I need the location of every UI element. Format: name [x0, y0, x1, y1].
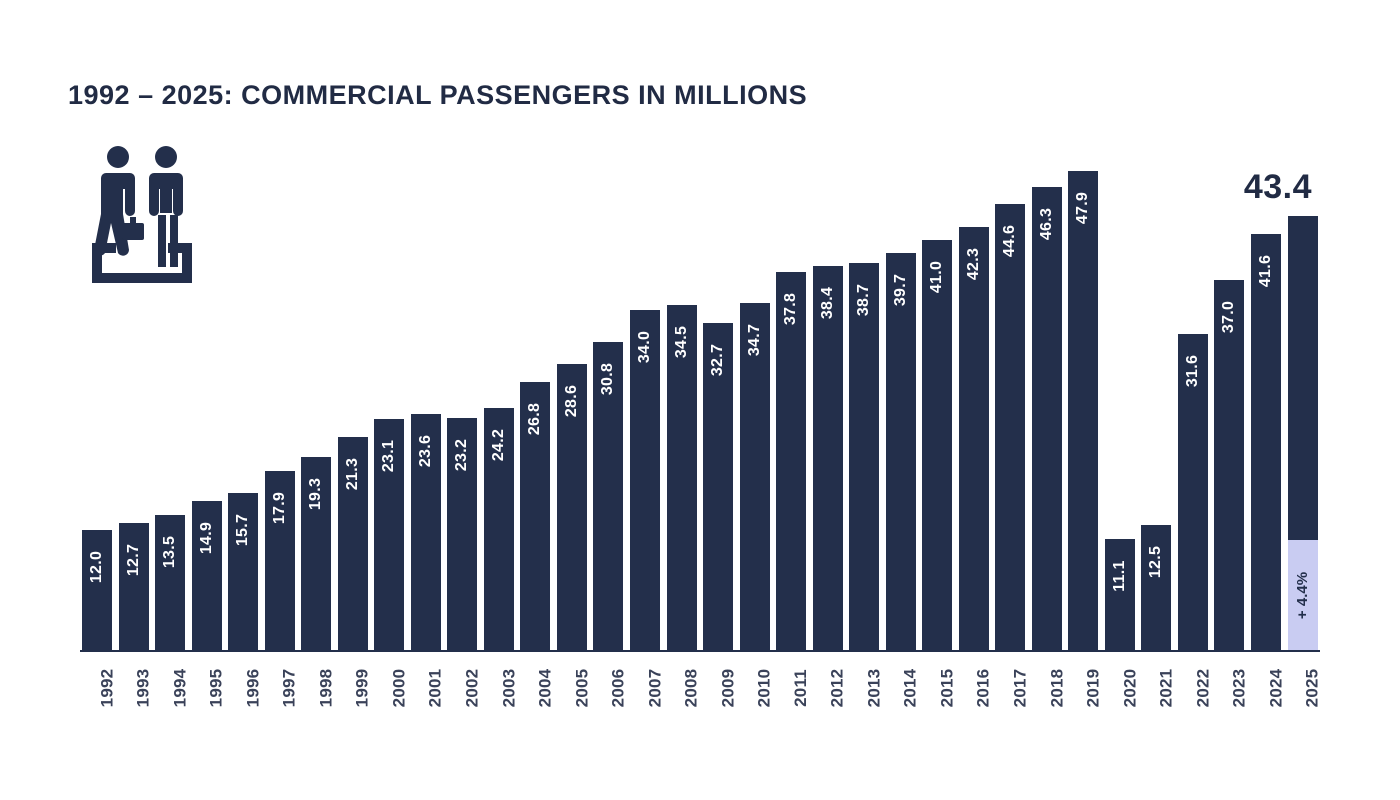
bar-slot — [80, 150, 114, 650]
bar[interactable] — [593, 342, 623, 650]
bar-value-label: 37.0 — [1220, 300, 1238, 334]
x-axis-tick-label: 2020 — [1119, 668, 1139, 708]
bar[interactable] — [1288, 216, 1318, 650]
x-axis-tick-label: 1992 — [97, 668, 116, 708]
x-label-slot — [226, 656, 263, 708]
x-label-slot — [1286, 656, 1320, 708]
x-axis-tick-label: 2013 — [864, 668, 884, 708]
bar[interactable] — [265, 471, 295, 650]
bar-value-label: 28.6 — [562, 384, 580, 418]
bar-slot — [811, 150, 845, 650]
bar-slot — [993, 150, 1027, 650]
bar[interactable] — [1068, 171, 1098, 650]
bar-slot — [372, 150, 406, 650]
x-axis-tick-label: 1999 — [352, 668, 372, 708]
bar-slot — [628, 150, 662, 650]
bar-slot — [409, 150, 443, 650]
bar-value-label: 37.8 — [782, 292, 800, 326]
x-label-slot — [190, 656, 224, 708]
x-label-slot — [117, 656, 151, 708]
bar[interactable] — [1105, 539, 1135, 650]
bar[interactable] — [374, 419, 404, 650]
bar-value-label: 31.6 — [1183, 354, 1201, 388]
x-axis-labels — [80, 656, 1320, 708]
x-label-slot — [738, 656, 772, 708]
x-axis-tick-label: 2016 — [973, 668, 993, 708]
bar-value-label: 24.2 — [489, 428, 507, 462]
bar[interactable] — [520, 382, 550, 650]
bar-value-label: 34.5 — [672, 325, 690, 359]
bar-value-label: 12.5 — [1147, 545, 1165, 579]
x-label-slot — [1139, 656, 1176, 708]
bar-slot — [591, 150, 625, 650]
x-axis-tick-label: 2002 — [462, 668, 482, 708]
bar-slot — [555, 150, 589, 650]
bar[interactable] — [959, 227, 989, 650]
x-axis-tick-label: 2019 — [1083, 668, 1103, 708]
x-axis-tick-label: 2024 — [1266, 668, 1285, 708]
bar[interactable] — [557, 364, 587, 650]
bar-slot — [190, 150, 224, 650]
x-axis-tick-label: 2011 — [791, 669, 811, 707]
x-axis-tick-label: 2007 — [644, 668, 664, 708]
bar[interactable] — [776, 272, 806, 650]
x-label-slot — [409, 656, 443, 708]
bar-slot — [957, 150, 991, 650]
bar[interactable] — [447, 418, 477, 650]
bar[interactable] — [667, 305, 697, 650]
x-label-slot — [372, 656, 409, 708]
highlight-value: 43.4 — [1243, 168, 1312, 206]
bar-slot — [738, 150, 772, 650]
bar-slot — [701, 150, 735, 650]
bar-value-label: 34.0 — [635, 330, 653, 364]
bar-slot — [445, 150, 479, 650]
bar-slot — [1286, 150, 1320, 650]
bar-slot — [153, 150, 187, 650]
x-axis-tick-label: 2012 — [827, 668, 847, 708]
bar-slot — [1103, 150, 1137, 650]
x-axis-tick-label: 2023 — [1229, 668, 1249, 708]
x-label-slot — [811, 656, 845, 708]
bar-value-label: 39.7 — [891, 273, 909, 307]
x-label-slot — [1066, 656, 1103, 708]
bar-slot — [847, 150, 881, 650]
x-label-slot — [665, 656, 699, 708]
x-label-slot — [847, 656, 884, 708]
bar[interactable] — [119, 523, 149, 650]
bar-slot — [1176, 150, 1210, 650]
x-label-slot — [518, 656, 555, 708]
x-label-slot — [701, 656, 738, 708]
x-label-slot — [1212, 656, 1249, 708]
bar-slot — [1249, 150, 1283, 650]
x-label-slot — [336, 656, 370, 708]
x-label-slot — [299, 656, 336, 708]
x-axis-tick-label: 2006 — [608, 668, 628, 708]
x-label-slot — [263, 656, 297, 708]
x-axis-tick-label: 1997 — [279, 668, 299, 708]
bar[interactable] — [338, 437, 368, 650]
bar-value-label: 41.6 — [1257, 254, 1274, 288]
x-label-slot — [1030, 656, 1064, 708]
x-label-slot — [884, 656, 918, 708]
x-label-slot — [591, 656, 628, 708]
x-label-slot — [482, 656, 516, 708]
bar-value-label: 26.8 — [526, 402, 544, 436]
bar-series — [80, 150, 1320, 650]
bar-value-label: 41.0 — [928, 260, 946, 294]
growth-badge — [1288, 540, 1318, 650]
x-label-slot — [920, 656, 957, 708]
x-axis-tick-label: 2004 — [535, 668, 555, 708]
x-label-slot — [1103, 656, 1137, 708]
x-axis-tick-label: 2005 — [571, 668, 591, 708]
x-axis-tick-label: 2003 — [498, 668, 518, 708]
x-axis-line — [80, 650, 1320, 652]
page-title: 1992 – 2025: COMMERCIAL PASSENGERS IN MILLIONS — [68, 80, 808, 110]
bar[interactable] — [411, 414, 441, 650]
bar[interactable] — [301, 457, 331, 650]
x-axis-tick-label: 1998 — [316, 668, 336, 708]
chart-plot-area — [80, 150, 1320, 650]
bar-slot — [117, 150, 151, 650]
bar-value-label: 19.3 — [307, 477, 325, 511]
x-label-slot — [628, 656, 662, 708]
bar-slot — [1212, 150, 1246, 650]
bar-value-label: 23.1 — [380, 439, 398, 473]
bar-value-label: 47.9 — [1074, 191, 1092, 225]
x-label-slot — [153, 656, 190, 708]
x-axis-tick-label: 2000 — [389, 668, 409, 708]
growth-badge-label: + 4.4% — [1294, 571, 1312, 619]
x-axis-tick-label: 2021 — [1156, 668, 1176, 708]
bar-value-label: 14.9 — [197, 521, 215, 555]
x-axis-tick-label: 2022 — [1192, 668, 1212, 708]
bar[interactable] — [228, 493, 258, 650]
bar-slot — [1139, 150, 1173, 650]
bar-slot — [774, 150, 808, 650]
bar-value-label: 38.4 — [818, 286, 836, 320]
x-axis-tick-label: 2014 — [900, 668, 920, 708]
x-axis-tick-label: 2017 — [1010, 668, 1030, 708]
bar[interactable] — [82, 530, 112, 650]
bar-value-label: 23.6 — [416, 434, 434, 468]
bar-slot — [336, 150, 370, 650]
bar-slot — [482, 150, 516, 650]
x-axis-tick-label: 2018 — [1046, 668, 1066, 708]
bar[interactable] — [849, 263, 879, 650]
bar[interactable] — [1178, 334, 1208, 650]
bar[interactable] — [155, 515, 185, 650]
x-axis-tick-label: 2009 — [718, 668, 738, 708]
bar-slot — [518, 150, 552, 650]
bar-value-label: 12.7 — [124, 543, 142, 577]
bar-value-label: 46.3 — [1037, 207, 1055, 241]
bar[interactable] — [703, 323, 733, 650]
x-label-slot — [80, 656, 114, 708]
x-axis-tick-label: 1993 — [133, 668, 153, 708]
bar[interactable] — [192, 501, 222, 650]
bar[interactable] — [1141, 525, 1171, 650]
bar[interactable] — [740, 303, 770, 650]
bar-value-label: 21.3 — [343, 457, 361, 491]
bar-value-label: 13.5 — [161, 535, 179, 569]
x-label-slot — [555, 656, 589, 708]
x-label-slot — [993, 656, 1030, 708]
x-axis-tick-label: 2001 — [425, 668, 445, 708]
bar-value-label: 17.9 — [270, 491, 288, 525]
bar-slot — [299, 150, 333, 650]
x-label-slot — [1176, 656, 1210, 708]
bar-value-label: 12.0 — [88, 550, 105, 584]
x-label-slot — [957, 656, 991, 708]
bar-value-label: 38.7 — [855, 283, 873, 317]
bar[interactable] — [630, 310, 660, 650]
bar-value-label: 23.2 — [453, 438, 471, 472]
x-label-slot — [774, 656, 811, 708]
bar-value-label: 15.7 — [234, 513, 252, 547]
x-label-slot — [1249, 656, 1283, 708]
x-axis-tick-label: 2025 — [1302, 668, 1322, 708]
x-label-slot — [445, 656, 482, 708]
bar[interactable] — [922, 240, 952, 650]
bar-value-label: 34.7 — [745, 323, 763, 357]
bar-value-label: 42.3 — [964, 247, 982, 281]
bar[interactable] — [1251, 234, 1281, 650]
bar-slot — [226, 150, 260, 650]
x-axis-tick-label: 2010 — [754, 668, 774, 708]
bar-value-label: 44.6 — [1001, 224, 1019, 258]
bar-value-label: 32.7 — [709, 343, 727, 377]
bar-slot — [1066, 150, 1100, 650]
bar[interactable] — [886, 253, 916, 650]
bar-slot — [1030, 150, 1064, 650]
x-axis-tick-label: 2008 — [681, 668, 701, 708]
bar-slot — [920, 150, 954, 650]
bar-value-label: 11.1 — [1110, 560, 1128, 592]
bar-slot — [665, 150, 699, 650]
bar[interactable] — [1214, 280, 1244, 650]
x-axis-tick-label: 1995 — [206, 668, 226, 708]
bar[interactable] — [484, 408, 514, 650]
x-axis-tick-label: 2015 — [937, 668, 957, 708]
bar-slot — [263, 150, 297, 650]
bar-slot — [884, 150, 918, 650]
x-axis-tick-label: 1994 — [170, 668, 190, 708]
bar-value-label: 30.8 — [599, 362, 617, 396]
bar[interactable] — [1032, 187, 1062, 650]
x-axis-tick-label: 1996 — [243, 668, 263, 708]
bar[interactable] — [813, 266, 843, 650]
bar[interactable] — [995, 204, 1025, 650]
